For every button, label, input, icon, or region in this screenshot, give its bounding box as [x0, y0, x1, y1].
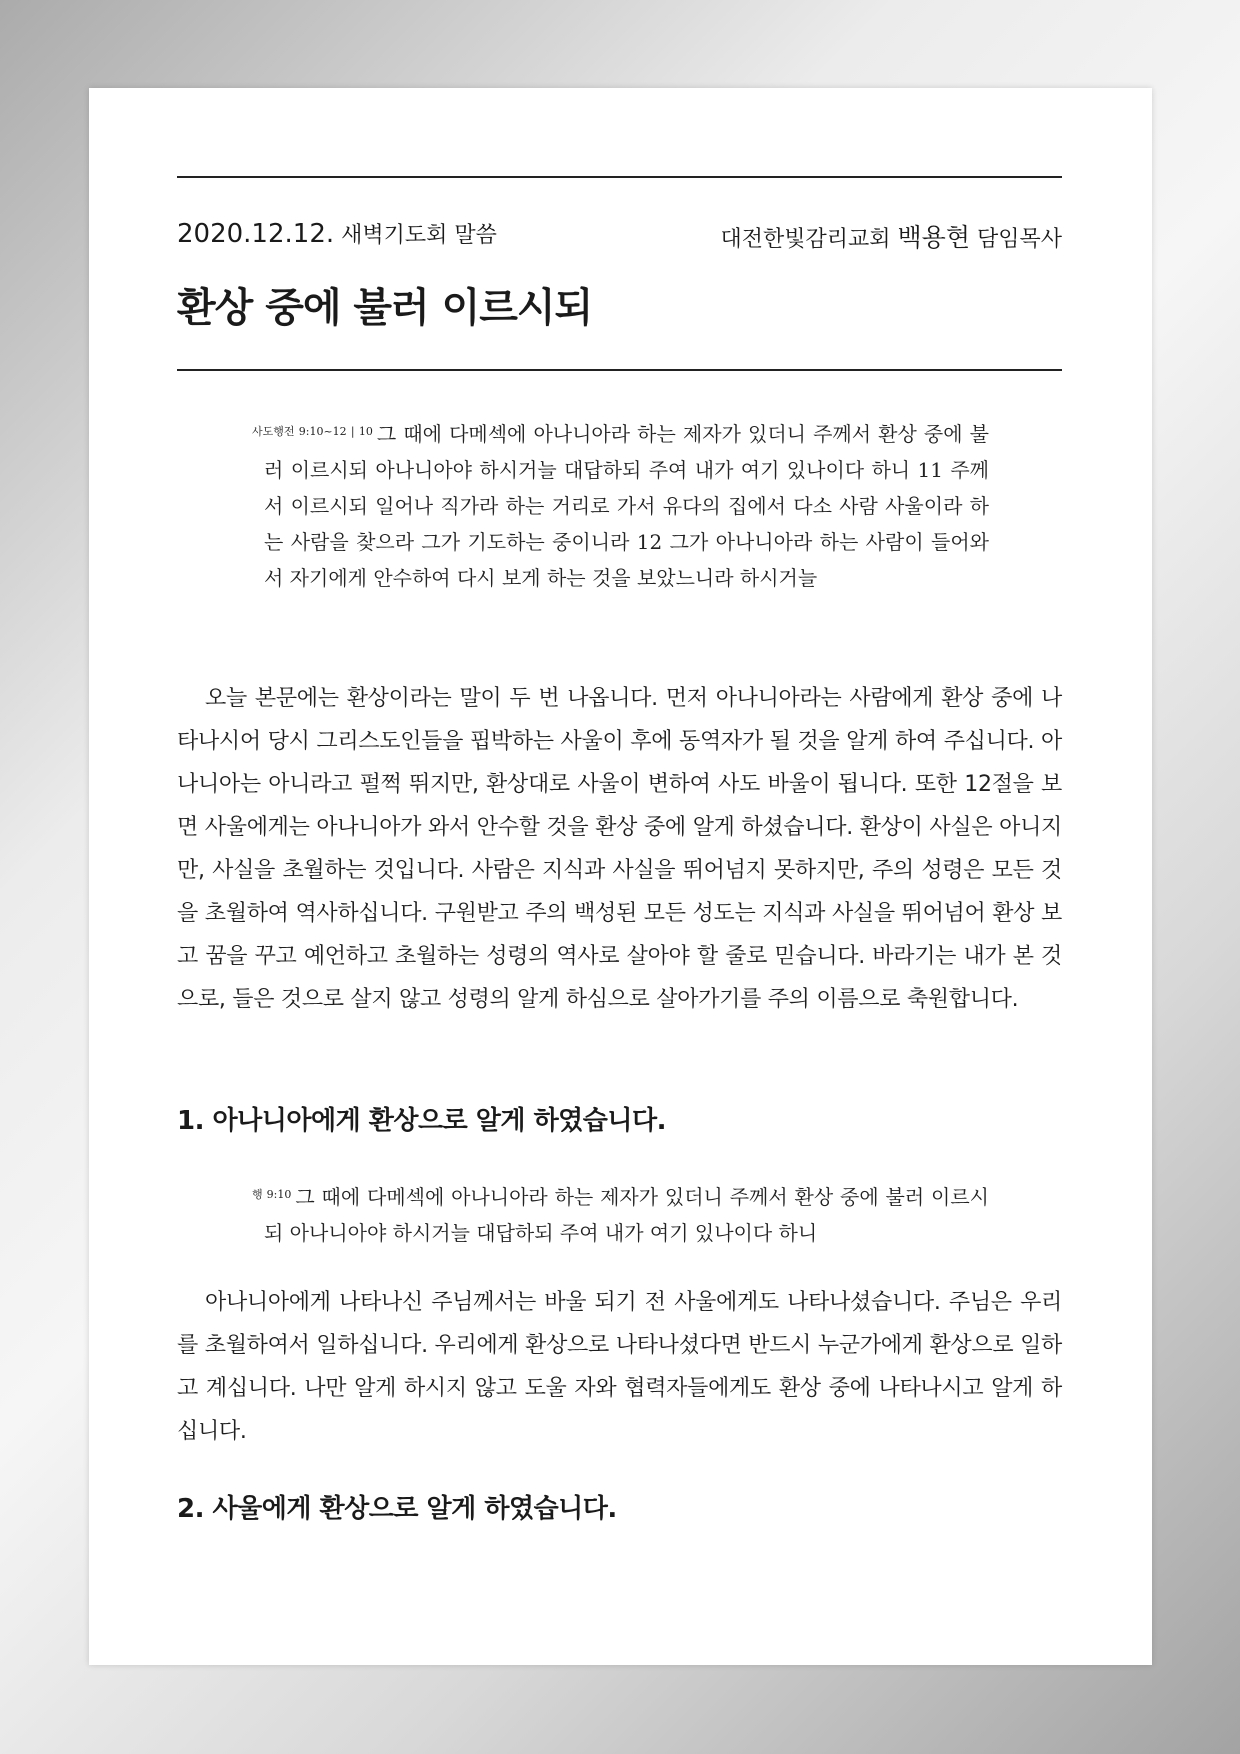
- pastor-name: 백용현: [897, 223, 970, 252]
- section-1-scripture-text: 그 때에 다메섹에 아나니아라 하는 제자가 있더니 주께서 환상 중에 불러 이르시되 아나니아야 하시거늘 대답하되 주여 내가 여기 있나이다 하니: [264, 1185, 989, 1245]
- section-1-scripture: [252, 1177, 989, 1251]
- main-scripture-ref: 사도행전 9:10~12 | 10: [252, 425, 373, 438]
- intro-paragraph: 오늘 본문에는 환상이라는 말이 두 번 나옵니다. 먼저 아나니아라는 사람에게 환상 중에 나타나시어 당시 그리스도인들을 핍박하는 사울이 후에 동역자가 될 것을 알게 하여 주십니다. 아나니아는 아니라고 펄쩍 뛰지만, 환상대로 사울이 변하여 사도 바울이 됩니다. 또한 12절을 보면 사울에게는 아나니아가 와서 안수할 것을 환상 중에 알게 하셨습니다. 환상이 사실은 아니지만, 사실을 초월하는 것입니다. 사람은 지식과 사실을 뛰어넘지 못하지만, 주의 성령은 모든 것을 초월하여 역사하십니다. 구원받고 주의 백성된 모든 성도는 지식과 사실을 뛰어넘어 환상 보고 꿈을 꾸고 예언하고 초월하는 성령의 역사로 살아야 할 줄로 믿습니다. 바라기는 내가 본 것으로, 들은 것으로 살지 않고 성령의 알게 하심으로 살아가기를 주의 이름으로 축원합니다.: [177, 686, 1062, 1012]
- section-2-heading: 2. 사울에게 환상으로 알게 하였습니다.: [177, 1494, 617, 1524]
- main-scripture-text: 그 때에 다메섹에 아나니아라 하는 제자가 있더니 주께서 환상 중에 불러 이르시되 아나니아야 하시거늘 대답하되 주여 내가 여기 있나이다 하니 11 주께서 이르시되 일어나 직가라 하는 거리로 가서 유다의 집에서 다소 사람 사울이라 하는 사람을 찾으라 그가 기도하는 중이니라 12 그가 아나니아라 하는 사람이 들어와서 자기에게 안수하여 다시 보게 하는 것을 보았느니라 하시거늘: [264, 422, 989, 590]
- sermon-title: 환상 중에 불러 이르시되: [177, 285, 593, 331]
- sermon-date-line: [177, 218, 497, 249]
- section-1-heading: 1. 아나니아에게 환상으로 알게 하였습니다.: [177, 1106, 667, 1136]
- main-scripture: [252, 414, 989, 596]
- top-divider: [177, 176, 1062, 178]
- preacher-line: [721, 218, 1063, 254]
- document-page: [89, 88, 1152, 1665]
- sermon-date: 2020.12.12.: [177, 219, 335, 249]
- section-1-paragraph: 아나니아에게 나타나신 주님께서는 바울 되기 전 사울에게도 나타나셨습니다. 주님은 우리를 초월하여서 일하십니다. 우리에게 환상으로 나타나셨다면 반드시 누군가에게 환상으로 일하고 계십니다. 나만 알게 하시지 않고 도울 자와 협력자들에게도 환상 중에 나타나시고 알게 하십니다.: [177, 1290, 1062, 1444]
- pastor-title: 담임목사: [976, 227, 1062, 252]
- title-divider: [177, 369, 1062, 371]
- church-name: 대전한빛감리교회: [720, 227, 891, 252]
- service-name: 새벽기도회 말씀: [341, 223, 497, 248]
- section-1-scripture-ref: 행 9:10: [252, 1188, 292, 1201]
